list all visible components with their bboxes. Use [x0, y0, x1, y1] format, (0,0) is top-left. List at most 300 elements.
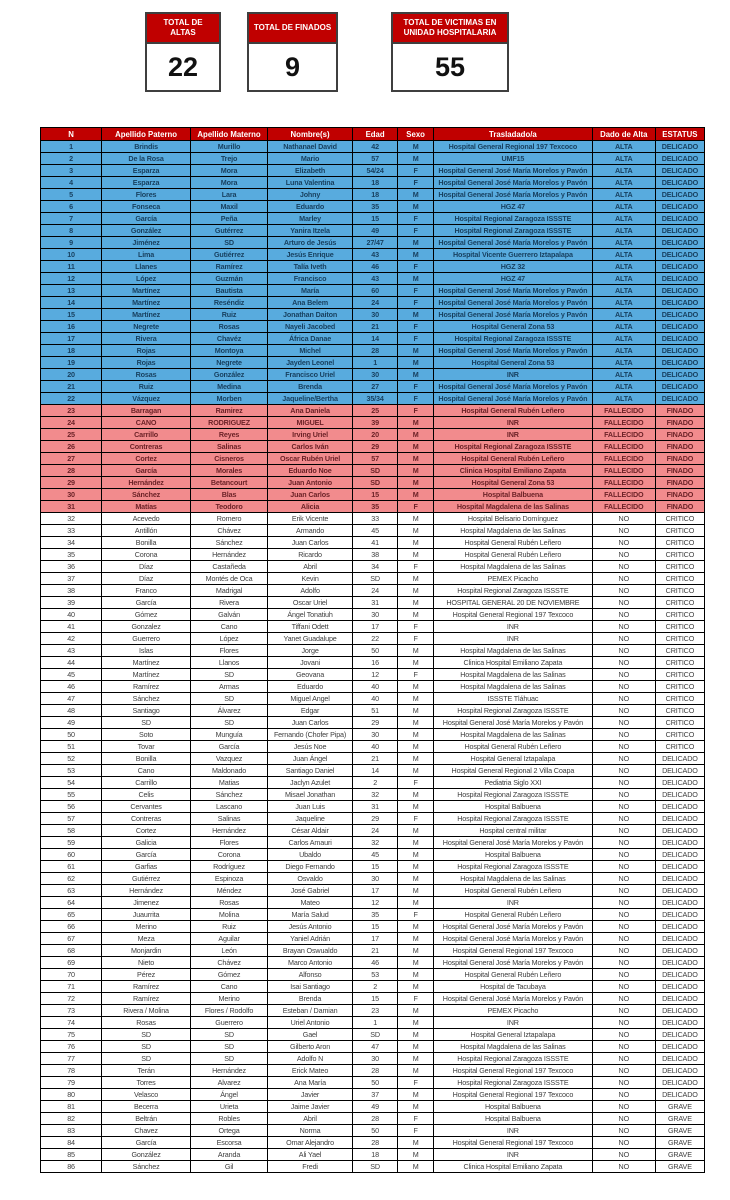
table-cell: SD	[191, 1029, 268, 1041]
table-cell: 61	[41, 861, 102, 873]
table-cell: Yanet Guadalupe	[268, 633, 353, 645]
table-cell: DELICADO	[655, 285, 704, 297]
table-cell: INR	[434, 897, 593, 909]
table-cell: 37	[41, 573, 102, 585]
table-row	[41, 537, 705, 549]
table-cell: 15	[353, 921, 398, 933]
table-cell: 60	[353, 285, 398, 297]
table-cell: ALTA	[592, 381, 655, 393]
table-cell: Contreras	[102, 813, 191, 825]
table-cell: Hospital Vicente Guerrero Iztapalapa	[434, 249, 593, 261]
table-cell: Hernández	[102, 477, 191, 489]
table-row	[41, 1125, 705, 1137]
table-cell: Sánchez	[191, 537, 268, 549]
table-cell: Hospital General Regional 197 Texcoco	[434, 1089, 593, 1101]
table-cell: Juan Carlos	[268, 537, 353, 549]
table-cell: 85	[41, 1149, 102, 1161]
table-cell: Hospital General Rubén Leñero	[434, 969, 593, 981]
table-cell: FALLECIDO	[592, 417, 655, 429]
table-cell: DELICADO	[655, 765, 704, 777]
table-cell: Rivera / Molina	[102, 1005, 191, 1017]
table-cell: M	[398, 1017, 434, 1029]
table-cell: M	[398, 1161, 434, 1173]
table-row	[41, 1077, 705, 1089]
table-cell: M	[398, 429, 434, 441]
table-cell: 57	[41, 813, 102, 825]
table-cell: 46	[353, 957, 398, 969]
table-cell: RODRIGUEZ	[191, 417, 268, 429]
table-cell: FALLECIDO	[592, 429, 655, 441]
table-cell: Matias	[191, 777, 268, 789]
table-cell: Salinas	[191, 441, 268, 453]
table-cell: Jesús Antonio	[268, 921, 353, 933]
table-row	[41, 957, 705, 969]
table-cell: Aguilar	[191, 933, 268, 945]
table-row	[41, 381, 705, 393]
table-cell: Díaz	[102, 561, 191, 573]
table-cell: Gonzalez	[102, 621, 191, 633]
table-cell: 29	[353, 813, 398, 825]
table-cell: SD	[191, 669, 268, 681]
table-cell: Mora	[191, 177, 268, 189]
table-cell: Morben	[191, 393, 268, 405]
table-cell: 37	[353, 1089, 398, 1101]
table-cell: 40	[41, 609, 102, 621]
table-cell: Garfias	[102, 861, 191, 873]
table-cell: Hospital General Rubén Leñero	[434, 537, 593, 549]
table-cell: M	[398, 885, 434, 897]
table-cell: Chavéz	[191, 333, 268, 345]
table-cell: Osvaldo	[268, 873, 353, 885]
table-cell: M	[398, 537, 434, 549]
table-cell: Johny	[268, 189, 353, 201]
table-row	[41, 705, 705, 717]
table-cell: NO	[592, 921, 655, 933]
table-row	[41, 273, 705, 285]
table-row	[41, 873, 705, 885]
table-cell: Isai Santiago	[268, 981, 353, 993]
table-cell: CRITICO	[655, 741, 704, 753]
table-cell: PEMEX Picacho	[434, 1005, 593, 1017]
table-cell: Luna Valentina	[268, 177, 353, 189]
table-cell: FINADO	[655, 477, 704, 489]
table-cell: Reséndiz	[191, 297, 268, 309]
table-cell: 42	[41, 633, 102, 645]
table-cell: DELICADO	[655, 789, 704, 801]
table-cell: DELICADO	[655, 981, 704, 993]
table-cell: F	[398, 1077, 434, 1089]
table-cell: NO	[592, 729, 655, 741]
table-cell: M	[398, 741, 434, 753]
table-cell: NO	[592, 1017, 655, 1029]
table-cell: Hospital Regional Zaragoza ISSSTE	[434, 789, 593, 801]
table-cell: INR	[434, 621, 593, 633]
table-row	[41, 369, 705, 381]
table-cell: Ramirez	[191, 405, 268, 417]
table-cell: CRITICO	[655, 585, 704, 597]
table-cell: Hospital Magdalena de las Salinas	[434, 525, 593, 537]
table-cell: Hernández	[102, 885, 191, 897]
table-cell: Jaqueline/Bertha	[268, 393, 353, 405]
table-cell: ALTA	[592, 165, 655, 177]
table-cell: SD	[353, 465, 398, 477]
table-cell: ALTA	[592, 249, 655, 261]
table-row	[41, 549, 705, 561]
table-cell: NO	[592, 657, 655, 669]
table-cell: Adolfo N	[268, 1053, 353, 1065]
table-cell: 35	[353, 909, 398, 921]
table-cell: 74	[41, 1017, 102, 1029]
table-cell: Rodríguez	[191, 861, 268, 873]
table-cell: GRAVE	[655, 1149, 704, 1161]
table-cell: DELICADO	[655, 813, 704, 825]
table-cell: DELICADO	[655, 393, 704, 405]
table-cell: Ana Belem	[268, 297, 353, 309]
column-header: Apellido Materno	[191, 128, 268, 141]
table-cell: M	[398, 861, 434, 873]
table-cell: Escorsa	[191, 1137, 268, 1149]
table-row	[41, 1005, 705, 1017]
table-cell: ALTA	[592, 333, 655, 345]
table-cell: Sánchez	[102, 1161, 191, 1173]
table-cell: Marley	[268, 213, 353, 225]
table-cell: 27	[353, 381, 398, 393]
table-cell: Corona	[102, 549, 191, 561]
table-cell: Abril	[268, 561, 353, 573]
table-cell: NO	[592, 1137, 655, 1149]
table-cell: DELICADO	[655, 273, 704, 285]
table-cell: M	[398, 273, 434, 285]
table-cell: 82	[41, 1113, 102, 1125]
table-cell: Negrete	[102, 321, 191, 333]
table-cell: Negrete	[191, 357, 268, 369]
table-cell: 48	[41, 705, 102, 717]
table-cell: Ruiz	[102, 381, 191, 393]
table-cell: Clinica Hospital Emiliano Zapata	[434, 657, 593, 669]
table-cell: Acevedo	[102, 513, 191, 525]
table-row	[41, 765, 705, 777]
table-cell: NO	[592, 669, 655, 681]
table-cell: Betancourt	[191, 477, 268, 489]
table-cell: Arturo de Jesús	[268, 237, 353, 249]
table-cell: 43	[41, 645, 102, 657]
table-cell: DELICADO	[655, 873, 704, 885]
table-cell: González	[102, 225, 191, 237]
table-row	[41, 921, 705, 933]
table-cell: 45	[353, 525, 398, 537]
table-cell: García	[102, 597, 191, 609]
table-cell: F	[398, 381, 434, 393]
table-cell: Salinas	[191, 813, 268, 825]
table-cell: 18	[41, 345, 102, 357]
table-cell: CRITICO	[655, 645, 704, 657]
table-cell: Romero	[191, 513, 268, 525]
table-cell: Oscar Uriel	[268, 597, 353, 609]
table-cell: Guzmán	[191, 273, 268, 285]
table-cell: 7	[41, 213, 102, 225]
table-cell: Omar Alejandro	[268, 1137, 353, 1149]
table-cell: Erick Mateo	[268, 1065, 353, 1077]
table-cell: M	[398, 933, 434, 945]
table-cell: 79	[41, 1077, 102, 1089]
table-cell: 12	[353, 669, 398, 681]
table-cell: M	[398, 549, 434, 561]
table-cell: Juan Luis	[268, 801, 353, 813]
table-cell: Gutiérrez	[191, 249, 268, 261]
table-row	[41, 249, 705, 261]
table-cell: FALLECIDO	[592, 477, 655, 489]
table-cell: Ramírez	[102, 681, 191, 693]
table-cell: ALTA	[592, 345, 655, 357]
table-cell: Llanes	[102, 261, 191, 273]
table-cell: 9	[41, 237, 102, 249]
table-cell: 28	[353, 1113, 398, 1125]
table-cell: DELICADO	[655, 801, 704, 813]
table-cell: F	[398, 813, 434, 825]
table-cell: M	[398, 897, 434, 909]
table-cell: Juan Ángel	[268, 753, 353, 765]
table-cell: M	[398, 801, 434, 813]
table-cell: 50	[41, 729, 102, 741]
table-cell: INR	[434, 417, 593, 429]
table-cell: M	[398, 657, 434, 669]
table-cell: 17	[353, 885, 398, 897]
table-cell: Carrillo	[102, 429, 191, 441]
table-cell: Cano	[191, 621, 268, 633]
table-cell: Ubaldo	[268, 849, 353, 861]
table-cell: Norma	[268, 1125, 353, 1137]
table-row	[41, 561, 705, 573]
table-cell: NO	[592, 1029, 655, 1041]
table-cell: Rosas	[102, 1017, 191, 1029]
table-cell: Hospital General Iztapalapa	[434, 1029, 593, 1041]
table-cell: NO	[592, 885, 655, 897]
table-cell: CRITICO	[655, 729, 704, 741]
table-cell: F	[398, 405, 434, 417]
table-cell: 75	[41, 1029, 102, 1041]
table-cell: 63	[41, 885, 102, 897]
table-cell: FINADO	[655, 453, 704, 465]
table-cell: 17	[41, 333, 102, 345]
table-cell: F	[398, 165, 434, 177]
table-cell: Hospital General Regional 2 Villa Coapa	[434, 765, 593, 777]
table-row	[41, 597, 705, 609]
table-cell: INR	[434, 1125, 593, 1137]
table-row	[41, 1089, 705, 1101]
table-cell: NO	[592, 837, 655, 849]
table-cell: Michel	[268, 345, 353, 357]
table-cell: ALTA	[592, 237, 655, 249]
table-cell: Flores	[191, 645, 268, 657]
table-cell: Hospital General José María Morelos y Pavón	[434, 381, 593, 393]
table-cell: Edgar	[268, 705, 353, 717]
table-cell: Mora	[191, 165, 268, 177]
table-cell: SD	[353, 573, 398, 585]
table-cell: Francisco	[268, 273, 353, 285]
table-cell: Hospital Regional Zaragoza ISSSTE	[434, 1053, 593, 1065]
table-cell: Ramírez	[102, 993, 191, 1005]
table-cell: 21	[353, 753, 398, 765]
table-cell: SD	[102, 1053, 191, 1065]
table-cell: DELICADO	[655, 345, 704, 357]
table-cell: Soto	[102, 729, 191, 741]
table-cell: Tiffani Odett	[268, 621, 353, 633]
table-cell: DELICADO	[655, 885, 704, 897]
table-cell: 43	[353, 249, 398, 261]
table-row	[41, 861, 705, 873]
column-header: Nombre(s)	[268, 128, 353, 141]
table-cell: 40	[353, 693, 398, 705]
table-cell: 29	[353, 441, 398, 453]
table-cell: 39	[41, 597, 102, 609]
table-cell: F	[398, 777, 434, 789]
table-cell: Hospital Regional Zaragoza ISSSTE	[434, 585, 593, 597]
table-cell: NO	[592, 1053, 655, 1065]
table-cell: Hospital General José María Morelos y Pavón	[434, 189, 593, 201]
table-cell: Nathanael David	[268, 141, 353, 153]
table-cell: Díaz	[102, 573, 191, 585]
table-cell: 57	[353, 153, 398, 165]
table-row	[41, 429, 705, 441]
table-cell: 50	[353, 645, 398, 657]
table-cell: 65	[41, 909, 102, 921]
table-row	[41, 489, 705, 501]
table-cell: CRITICO	[655, 705, 704, 717]
table-cell: 1	[353, 357, 398, 369]
table-cell: Gael	[268, 1029, 353, 1041]
table-cell: CANO	[102, 417, 191, 429]
table-cell: ALTA	[592, 321, 655, 333]
table-cell: DELICADO	[655, 993, 704, 1005]
table-cell: M	[398, 969, 434, 981]
table-cell: Brayan Oswualdo	[268, 945, 353, 957]
table-cell: Yanira Itzela	[268, 225, 353, 237]
table-cell: 33	[41, 525, 102, 537]
summary-boxes	[145, 12, 509, 92]
table-cell: Fredi	[268, 1161, 353, 1173]
table-cell: F	[398, 669, 434, 681]
table-cell: 30	[353, 873, 398, 885]
table-cell: NO	[592, 765, 655, 777]
table-cell: 8	[41, 225, 102, 237]
summary-box-altas-label: TOTAL DE ALTAS	[147, 14, 219, 44]
table-cell: Corona	[191, 849, 268, 861]
table-cell: F	[398, 333, 434, 345]
table-cell: Mario	[268, 153, 353, 165]
table-cell: 35	[41, 549, 102, 561]
table-cell: 29	[41, 477, 102, 489]
table-cell: Hospital General Regional 197 Texcoco	[434, 945, 593, 957]
table-cell: Ángel Tonatiuh	[268, 609, 353, 621]
table-cell: De la Rosa	[102, 153, 191, 165]
table-cell: 35	[353, 501, 398, 513]
table-cell: 76	[41, 1041, 102, 1053]
table-cell: Cano	[102, 765, 191, 777]
table-cell: ALTA	[592, 297, 655, 309]
table-cell: Martínez	[102, 285, 191, 297]
table-cell: Miguel Angel	[268, 693, 353, 705]
table-cell: Meza	[102, 933, 191, 945]
table-cell: Hospital Regional Zaragoza ISSSTE	[434, 813, 593, 825]
table-cell: Hospital General José María Morelos y Pavón	[434, 309, 593, 321]
table-cell: M	[398, 573, 434, 585]
table-row	[41, 645, 705, 657]
table-cell: Hernández	[191, 825, 268, 837]
table-cell: 38	[353, 549, 398, 561]
table-cell: Cortez	[102, 825, 191, 837]
table-cell: Jorge	[268, 645, 353, 657]
table-cell: NO	[592, 933, 655, 945]
table-row	[41, 153, 705, 165]
table-cell: Martínez	[102, 309, 191, 321]
table-row	[41, 729, 705, 741]
table-row	[41, 333, 705, 345]
victims-table-body	[41, 141, 705, 1173]
table-cell: Rosas	[191, 321, 268, 333]
table-cell: NO	[592, 717, 655, 729]
table-cell: DELICADO	[655, 957, 704, 969]
table-row	[41, 801, 705, 813]
table-cell: M	[398, 489, 434, 501]
table-cell: Hernández	[191, 549, 268, 561]
table-cell: 38	[41, 585, 102, 597]
table-cell: M	[398, 693, 434, 705]
table-cell: HGZ 47	[434, 201, 593, 213]
table-cell: 28	[353, 345, 398, 357]
table-cell: Hospital Magdalena de las Salinas	[434, 681, 593, 693]
table-row	[41, 825, 705, 837]
table-cell: 24	[41, 417, 102, 429]
table-cell: NO	[592, 957, 655, 969]
table-cell: F	[398, 261, 434, 273]
table-cell: M	[398, 1089, 434, 1101]
table-cell: FINADO	[655, 465, 704, 477]
table-cell: M	[398, 1065, 434, 1077]
table-cell: 24	[353, 825, 398, 837]
table-cell: 41	[353, 537, 398, 549]
table-cell: Hospital Belisario Domínguez	[434, 513, 593, 525]
table-cell: González	[102, 1149, 191, 1161]
table-cell: 33	[353, 513, 398, 525]
table-cell: DELICADO	[655, 141, 704, 153]
table-cell: Robles	[191, 1113, 268, 1125]
table-cell: M	[398, 945, 434, 957]
table-cell: Maxil	[191, 201, 268, 213]
table-cell: NO	[592, 693, 655, 705]
table-cell: NO	[592, 1161, 655, 1173]
table-cell: Hernández	[191, 1065, 268, 1077]
table-cell: 73	[41, 1005, 102, 1017]
table-cell: 19	[41, 357, 102, 369]
table-cell: 45	[353, 849, 398, 861]
table-cell: HGZ 47	[434, 273, 593, 285]
table-cell: Clinica Hospital Emiliano Zapata	[434, 1161, 593, 1173]
table-cell: CRITICO	[655, 597, 704, 609]
table-cell: 14	[41, 297, 102, 309]
table-cell: M	[398, 585, 434, 597]
table-cell: Esteban / Damian	[268, 1005, 353, 1017]
table-cell: Merino	[102, 921, 191, 933]
table-cell: DELICADO	[655, 825, 704, 837]
table-cell: Hospital central militar	[434, 825, 593, 837]
table-cell: Alvarez	[191, 1077, 268, 1089]
table-cell: Rosas	[102, 369, 191, 381]
table-cell: M	[398, 249, 434, 261]
table-row	[41, 585, 705, 597]
table-cell: 27/47	[353, 237, 398, 249]
table-cell: Hospital Magdalena de las Salinas	[434, 873, 593, 885]
table-cell: 32	[353, 837, 398, 849]
